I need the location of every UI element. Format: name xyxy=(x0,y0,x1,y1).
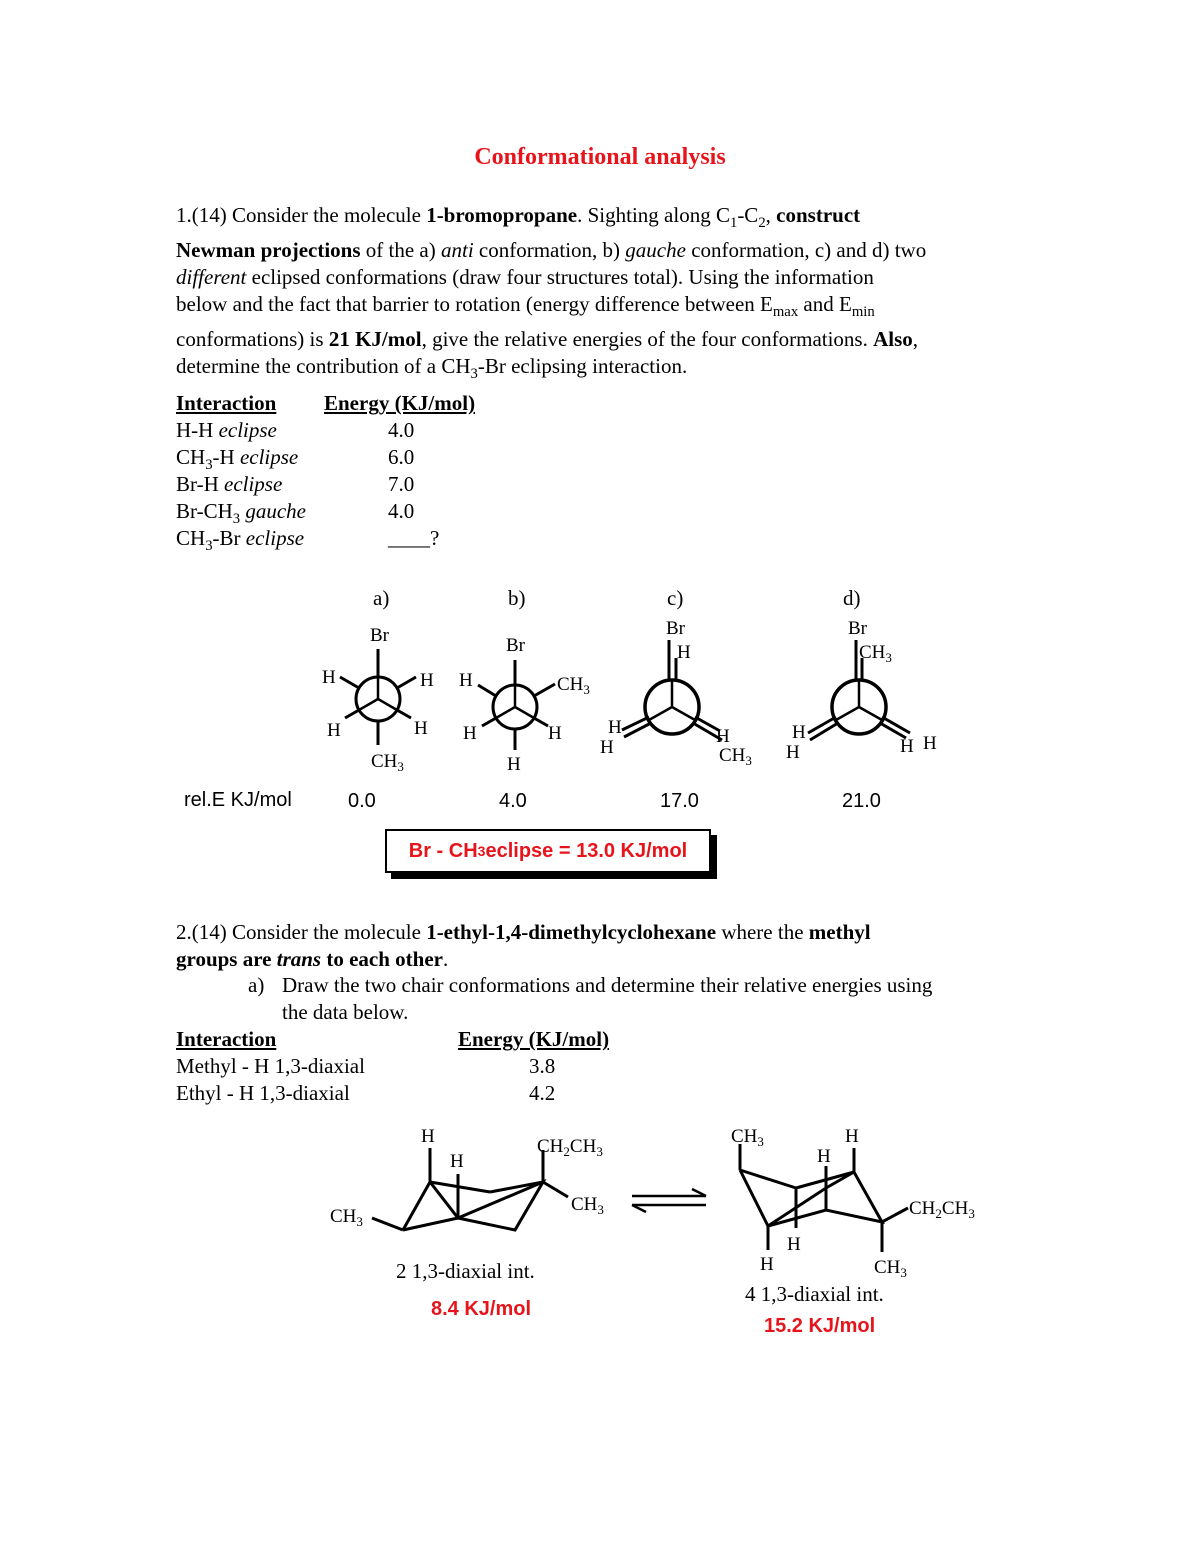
table1-row: $CH_3-H$ eclipse xyxy=(176,445,299,474)
chair2-energy: 15.2 KJ/mol xyxy=(764,1315,876,1337)
table1-row: $CH_3-Br$ eclipse xyxy=(176,526,305,555)
atom-h: H xyxy=(787,1234,801,1255)
rel-energy-c: 17.0 xyxy=(660,790,699,812)
part-a-text-2: the data below. xyxy=(282,1000,409,1024)
atom-br: Br xyxy=(370,625,389,646)
equilibrium-arrow xyxy=(632,1189,706,1212)
atom-ch3: $CH_3$ xyxy=(557,674,590,697)
answer-box xyxy=(385,829,715,877)
part-a-text-1: Draw the two chair conformations and determine their relative energies using xyxy=(282,973,933,997)
table2-row: Ethyl - H 1,3-diaxial xyxy=(176,1081,350,1105)
question-1-text: 1.(14) Consider the molecule 1-bromopropane. Sighting along $C_1-C_2$, construct Newman projections of the a) anti conformation, b) gauche conformation, c) and d) two different eclipsed conformations (draw four structures total). Using the information below and the fact that barrier to rotation (energy difference between $E_{max}$ and $E_{min}$ conformations) is 21 KJ/mol, give the relative energies of the four conformations. Also, determine the contribution of a $CH_3-Br$ eclipsing interaction. xyxy=(176,203,927,383)
atom-ch3: $CH_3$ xyxy=(371,751,404,774)
table1-value: 6.0 xyxy=(388,445,415,469)
table1-value: ____? xyxy=(388,526,440,550)
atom-h: H xyxy=(760,1254,774,1275)
atom-ch3: $CH_3$ xyxy=(731,1126,764,1149)
atom-h: H xyxy=(786,742,800,763)
newman-b xyxy=(478,660,555,750)
atom-br: Br xyxy=(848,618,867,639)
atom-h: H xyxy=(322,667,336,688)
atom-h: H xyxy=(608,717,622,738)
table1-row: $Br-CH_3$ gauche xyxy=(176,499,306,528)
atom-ch3: $CH_3$ xyxy=(330,1206,363,1229)
chair1-energy: 8.4 KJ/mol xyxy=(431,1298,532,1320)
newman-label-c: c) xyxy=(667,586,684,610)
atom-ch3: $CH_3$ xyxy=(571,1194,604,1217)
table2-value: 3.8 xyxy=(529,1054,556,1078)
question-2-text: 2.(14) Consider the molecule 1-ethyl-1,4-dimethylcyclohexane where the methyl groups are trans to each other. xyxy=(176,920,871,971)
page-title: Conformational analysis xyxy=(474,144,726,170)
atom-h: H xyxy=(450,1151,464,1172)
atom-h: H xyxy=(414,718,428,739)
table1-value: 4.0 xyxy=(388,499,415,523)
table2-value: 4.2 xyxy=(529,1081,556,1105)
newman-label-b: b) xyxy=(508,586,526,610)
table1-header-interaction: Interaction xyxy=(176,391,277,415)
chair1-note: 2 1,3-diaxial int. xyxy=(396,1259,535,1283)
atom-ch3: $CH_3$ xyxy=(874,1257,907,1280)
atom-h: H xyxy=(420,670,434,691)
table1-row: H-H eclipse xyxy=(176,418,277,442)
table1-value: 7.0 xyxy=(388,472,415,496)
table2-header-energy: Energy (KJ/mol) xyxy=(458,1027,610,1051)
table2-row: Methyl - H 1,3-diaxial xyxy=(176,1054,365,1078)
table1-row: Br-H eclipse xyxy=(176,472,283,496)
atom-h: H xyxy=(923,733,937,754)
atom-h: H xyxy=(548,723,562,744)
atom-ethyl: $CH_2CH_3$ xyxy=(909,1198,975,1221)
atom-h: H xyxy=(845,1126,859,1147)
chair-conformation-1 xyxy=(372,1148,568,1230)
atom-h: H xyxy=(677,642,691,663)
newman-a xyxy=(340,649,416,745)
atom-h: H xyxy=(817,1146,831,1167)
atom-h: H xyxy=(507,754,521,775)
atom-ch3: $CH_3$ xyxy=(719,745,752,768)
atom-br: Br xyxy=(666,618,685,639)
atom-ch3: $CH_3$ xyxy=(859,642,892,665)
rel-energy-label: rel.E KJ/mol xyxy=(184,789,292,811)
atom-ethyl: $CH_2CH_3$ xyxy=(537,1136,603,1159)
atom-h: H xyxy=(792,722,806,743)
atom-h: H xyxy=(463,723,477,744)
part-a-label: a) xyxy=(248,973,265,997)
table2-header-interaction: Interaction xyxy=(176,1027,277,1051)
rel-energy-d: 21.0 xyxy=(842,790,881,812)
atom-h: H xyxy=(900,736,914,757)
chair2-note: 4 1,3-diaxial int. xyxy=(745,1282,884,1306)
rel-energy-b: 4.0 xyxy=(499,790,527,812)
atom-h: H xyxy=(600,737,614,758)
newman-c xyxy=(622,640,722,740)
table1-value: 4.0 xyxy=(388,418,415,442)
newman-label-d: d) xyxy=(843,586,861,610)
rel-energy-a: 0.0 xyxy=(348,790,376,812)
answer-box-text: Br - CH 3 eclipse = 13.0 KJ/mol xyxy=(385,829,711,873)
atom-br: Br xyxy=(506,635,525,656)
atom-h: H xyxy=(421,1126,435,1147)
atom-h: H xyxy=(459,670,473,691)
atom-h: H xyxy=(327,720,341,741)
table1-header-energy: Energy (KJ/mol) xyxy=(324,391,476,415)
newman-label-a: a) xyxy=(373,586,390,610)
atom-h: H xyxy=(716,726,730,747)
